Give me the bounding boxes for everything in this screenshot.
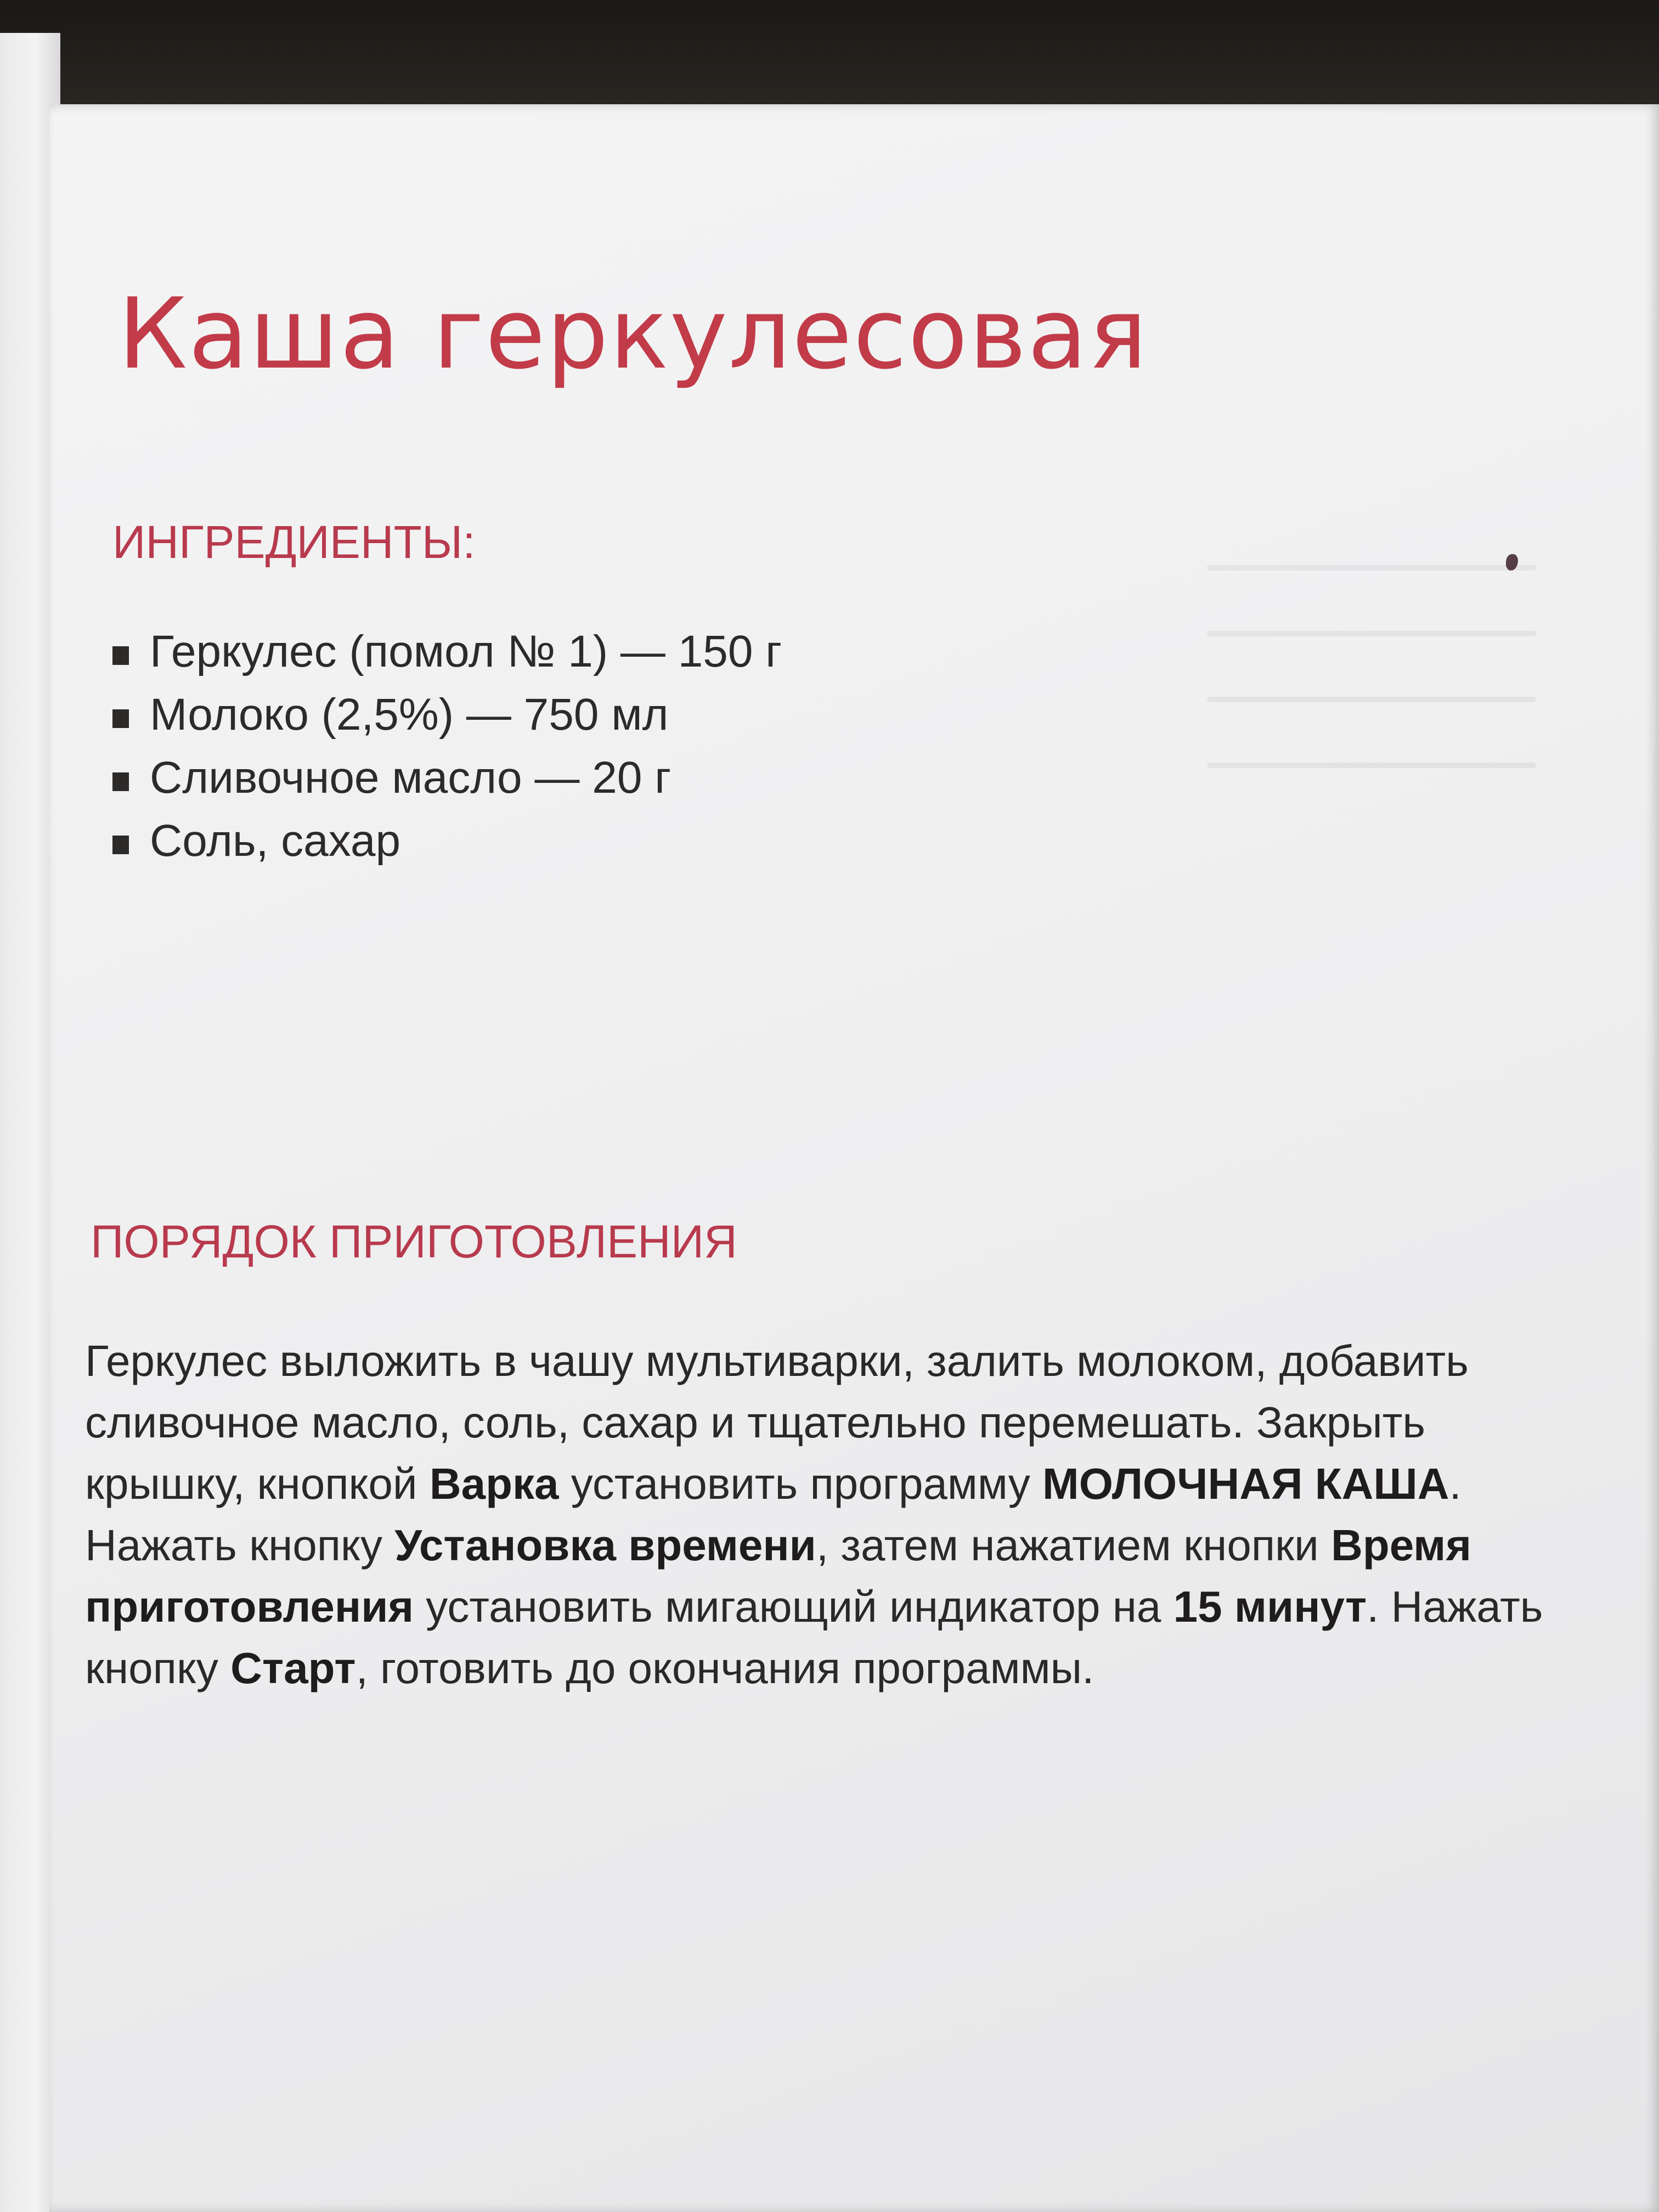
ingredient-item xyxy=(112,809,782,872)
method-bold-segment: Установка времени xyxy=(394,1521,816,1570)
method-bold-segment: Старт xyxy=(230,1644,356,1692)
method-bold-segment: Время приготовления xyxy=(85,1521,1471,1631)
ingredients-heading: ИНГРЕДИЕНТЫ: xyxy=(112,516,476,568)
method-text-segment: , готовить до окончания программы. xyxy=(356,1644,1094,1692)
ingredient-text: Сливочное масло — 20 г xyxy=(150,752,672,803)
method-text-segment: . Нажать кнопку xyxy=(85,1459,1462,1570)
method-text-segment: установить мигающий индикатор на xyxy=(414,1582,1173,1631)
square-bullet-icon xyxy=(112,646,129,665)
square-bullet-icon xyxy=(112,709,129,728)
method-heading: ПОРЯДОК ПРИГОТОВЛЕНИЯ xyxy=(91,1216,737,1267)
square-bullet-icon xyxy=(112,836,129,854)
ingredient-item xyxy=(112,683,782,746)
ingredient-text: Соль, сахар xyxy=(150,815,401,866)
method-bold-segment: 15 минут xyxy=(1173,1582,1367,1631)
method-text-segment: Геркулес выложить в чашу мультиварки, залить молоком, добавить сливочное масло, соль, сахар и тщательно перемешать. Закрыть крышку, кнопкой xyxy=(85,1336,1469,1508)
ingredient-item xyxy=(112,746,782,809)
method-text-segment: , затем нажатием кнопки xyxy=(816,1521,1331,1570)
ingredient-item xyxy=(112,620,782,683)
recipe-title: Каша геркулесовая xyxy=(118,277,1148,391)
method-bold-segment: Варка xyxy=(429,1459,559,1508)
method-text-segment: установить программу xyxy=(558,1459,1043,1508)
ingredient-text: Молоко (2,5%) — 750 мл xyxy=(150,689,669,740)
method-bold-segment: МОЛОЧНАЯ КАША xyxy=(1042,1459,1449,1508)
square-bullet-icon xyxy=(112,772,129,791)
method-text-segment: . Нажать кнопку xyxy=(85,1582,1543,1692)
ingredient-text: Геркулес (помол № 1) — 150 г xyxy=(150,626,782,676)
ingredients-list xyxy=(112,620,782,872)
show-through-shadow xyxy=(1207,565,1536,839)
book-page xyxy=(49,104,1659,2212)
method-paragraph xyxy=(85,1330,1555,1699)
